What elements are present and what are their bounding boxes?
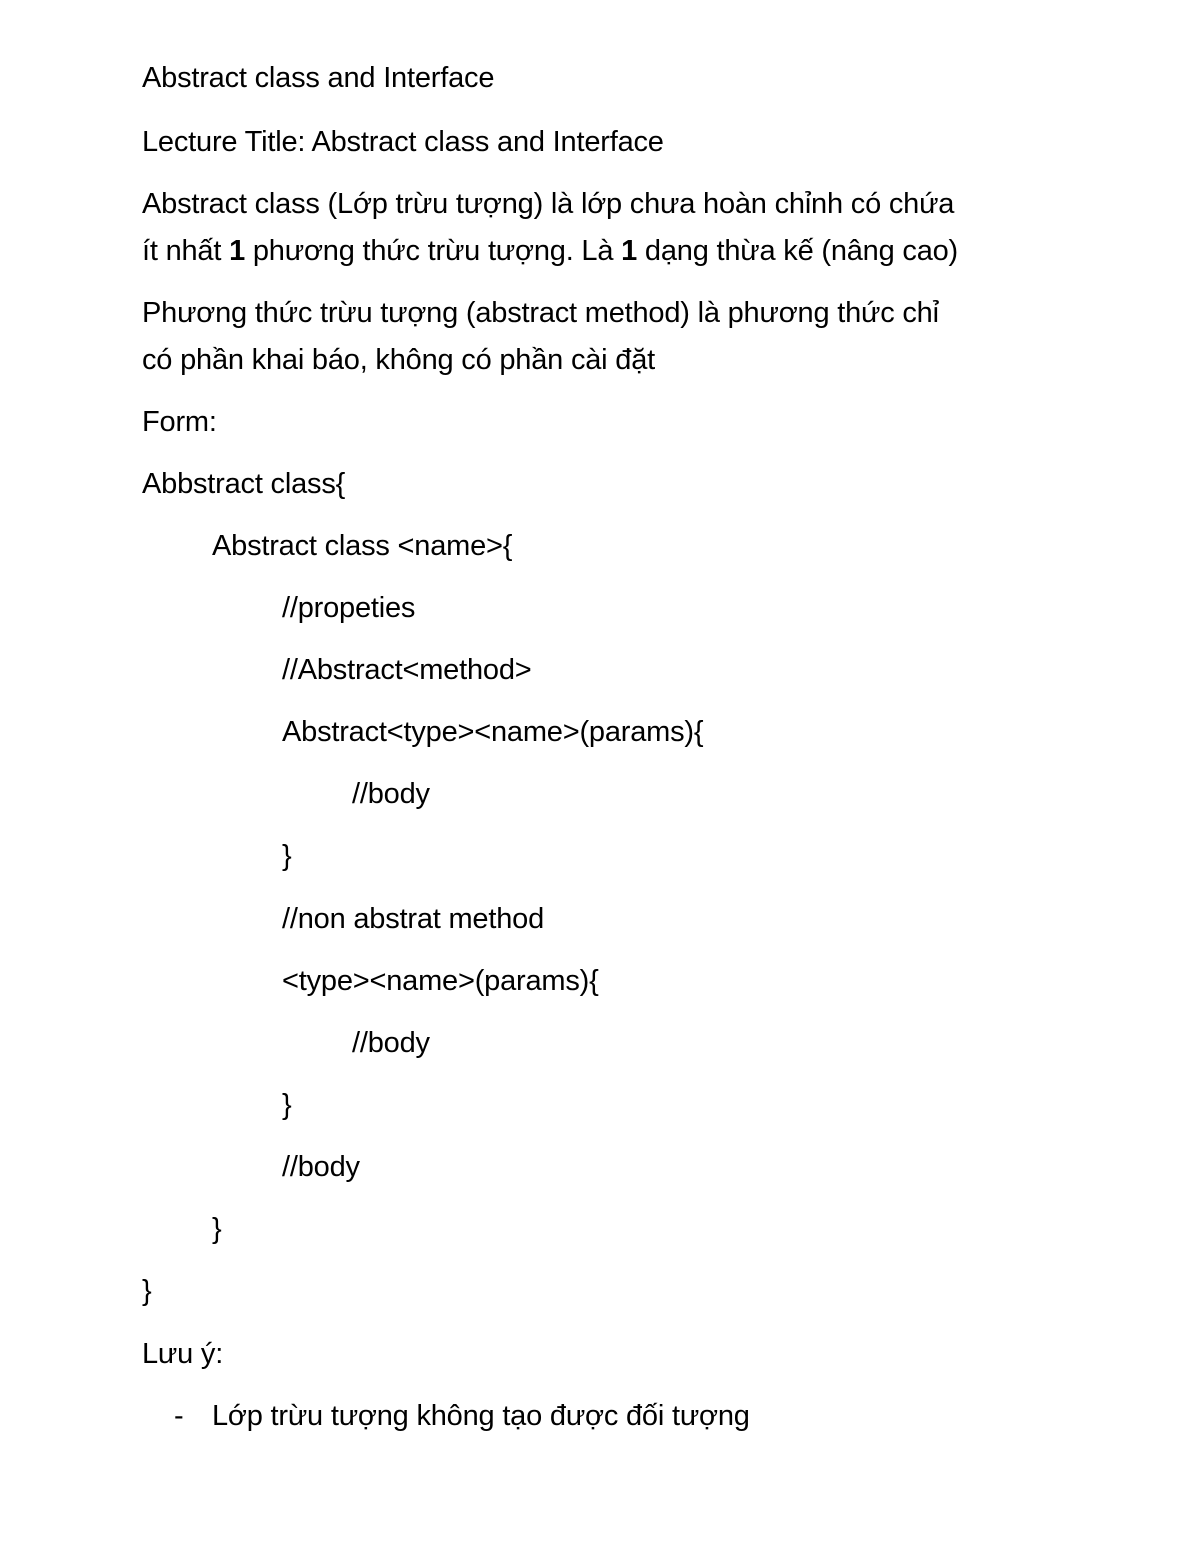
code-line: //body: [352, 778, 430, 810]
code-line: }: [212, 1213, 222, 1245]
paragraph-abstract-method-line-2: có phần khai báo, không có phần cài đặt: [142, 344, 655, 376]
note-label: Lưu ý:: [142, 1338, 224, 1370]
code-line: }: [142, 1275, 152, 1307]
document-title: Abstract class and Interface: [142, 62, 495, 94]
code-line: //body: [352, 1027, 430, 1059]
paragraph-abstract-class-line-2: [142, 233, 958, 269]
text-segment: phương thức trừu tượng. Là: [245, 235, 622, 267]
code-line: Abstract<type><name>(params){: [282, 716, 704, 748]
code-line: }: [282, 1089, 292, 1121]
number-one: 1: [229, 235, 246, 267]
form-label: Form:: [142, 406, 217, 438]
number-one: 1: [621, 235, 638, 267]
code-line: Abbstract class{: [142, 468, 346, 500]
paragraph-abstract-method-line-1: Phương thức trừu tượng (abstract method) là phương thức chỉ: [142, 297, 939, 329]
code-line: //propeties: [282, 592, 416, 624]
bullet-item: Lớp trừu tượng không tạo được đối tượng: [212, 1400, 750, 1432]
bullet-marker: -: [174, 1400, 184, 1432]
code-line: //Abstract<method>: [282, 654, 532, 686]
code-line: <type><name>(params){: [282, 965, 599, 997]
code-line: }: [282, 840, 292, 872]
code-line: Abstract class <name>{: [212, 530, 513, 562]
code-line: //non abstrat method: [282, 903, 544, 935]
paragraph-abstract-class-line-1: Abstract class (Lớp trừu tượng) là lớp chưa hoàn chỉnh có chứa: [142, 188, 955, 220]
code-line: //body: [282, 1151, 360, 1183]
text-segment: dạng thừa kế (nâng cao): [637, 235, 959, 267]
lecture-title: Lecture Title: Abstract class and Interface: [142, 126, 664, 158]
text-segment: ít nhất: [142, 235, 230, 267]
